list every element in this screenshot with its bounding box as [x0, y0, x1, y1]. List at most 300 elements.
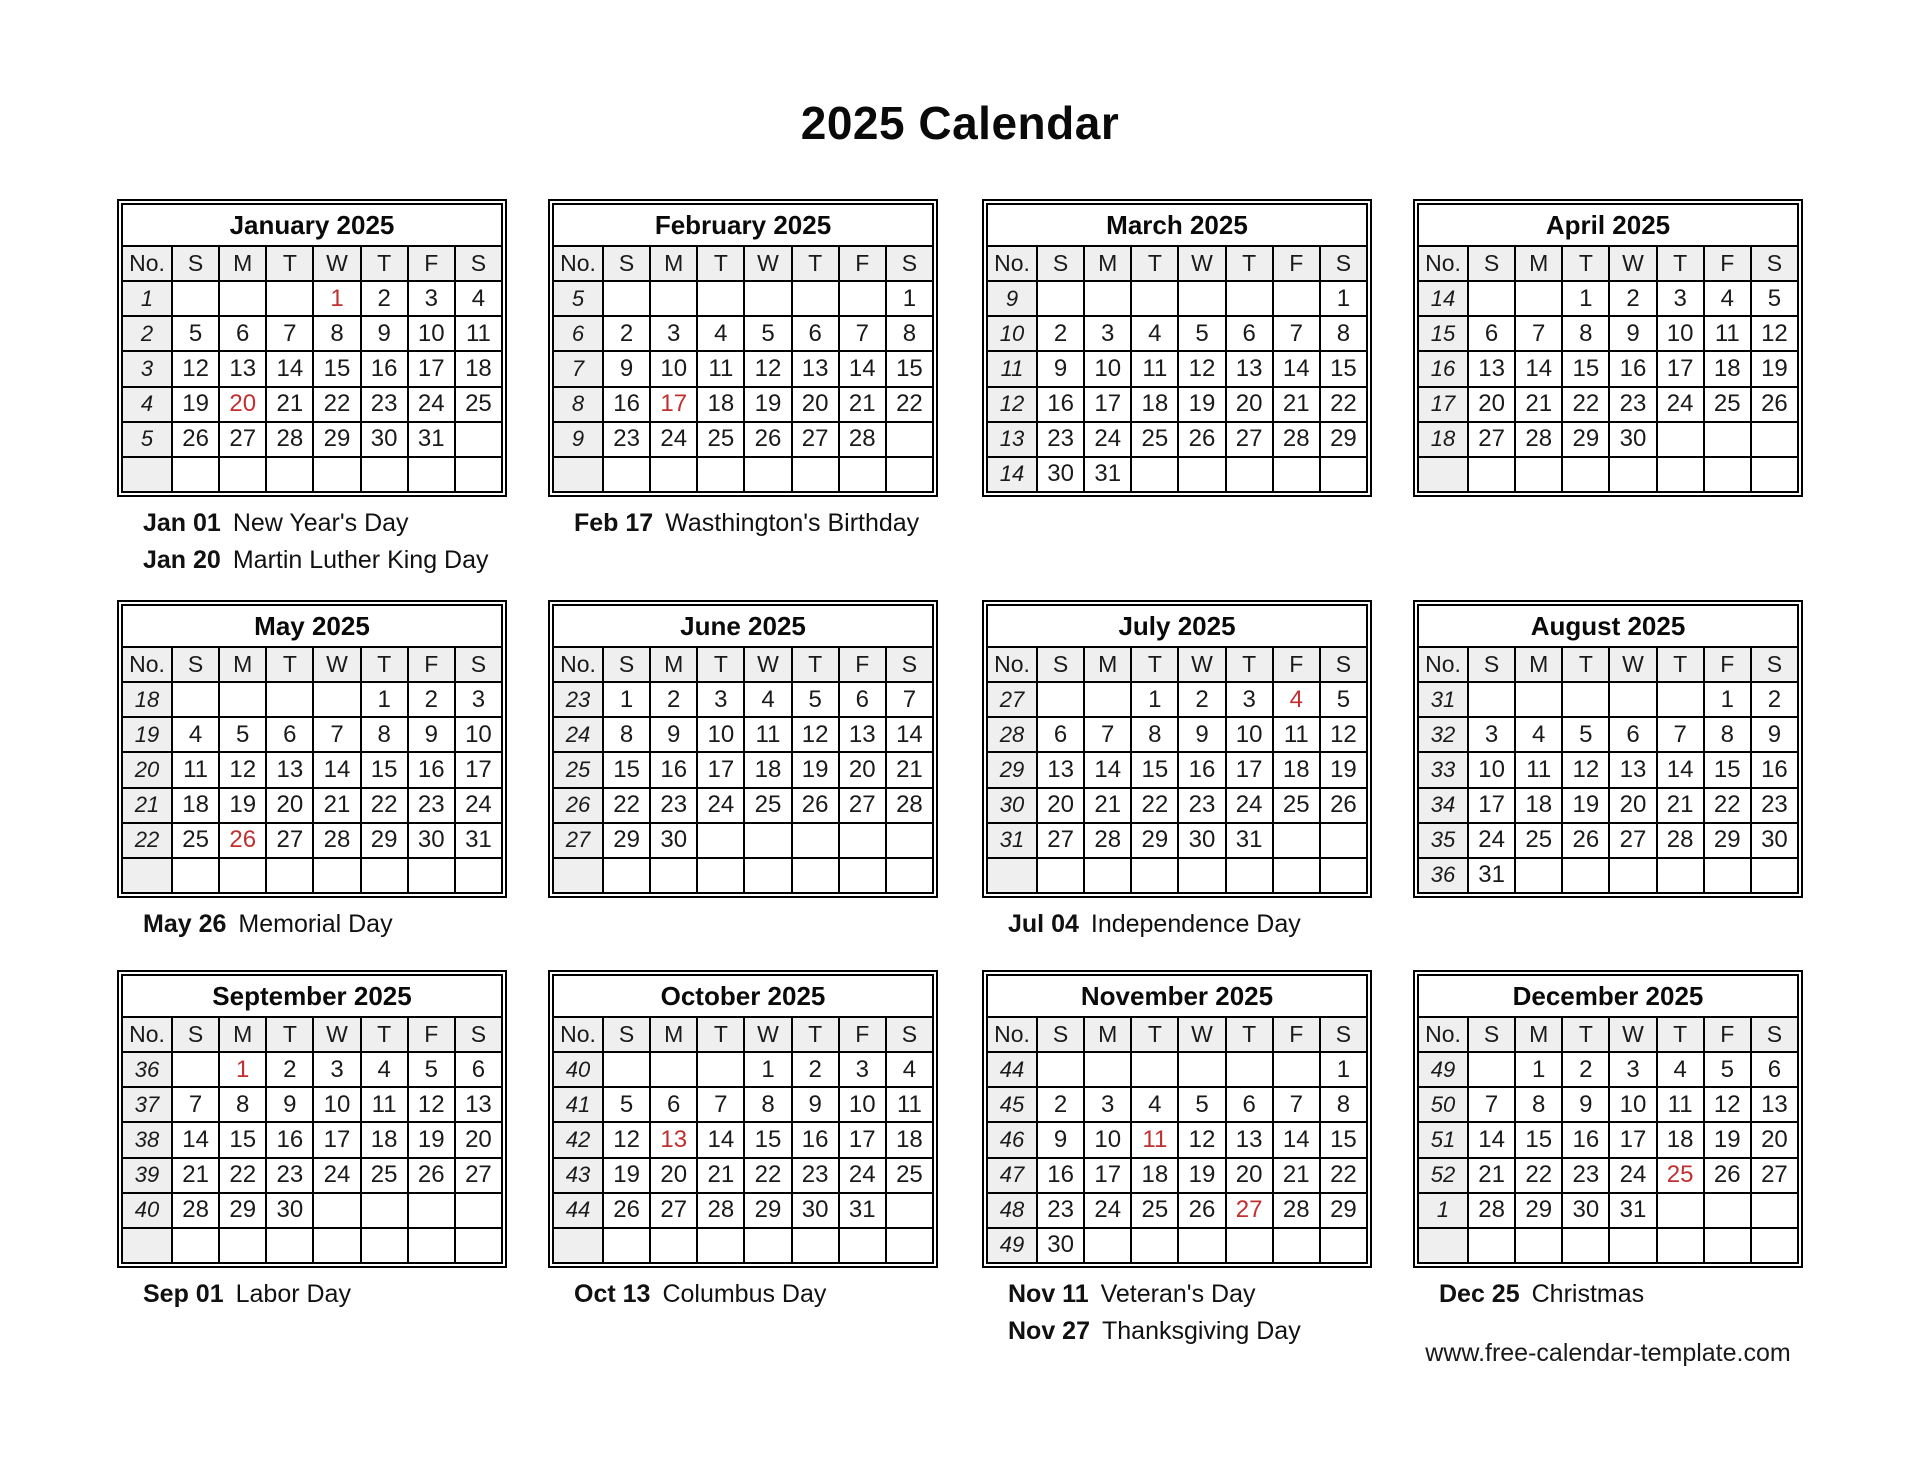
day-cell: 22: [1320, 1158, 1367, 1193]
holiday-name: Columbus Day: [662, 1280, 827, 1308]
day-cell: 1: [361, 682, 408, 717]
day-cell: 4: [697, 316, 744, 351]
day-cell: 21: [266, 387, 313, 422]
day-cell: 24: [1226, 788, 1273, 823]
day-cell: 14: [313, 752, 360, 787]
day-cell: [408, 1193, 455, 1228]
day-cell: [266, 1228, 313, 1263]
day-cell: 25: [1131, 1193, 1178, 1228]
day-cell: [886, 823, 933, 858]
day-cell: 28: [1468, 1193, 1515, 1228]
month-table-november-2025: [986, 974, 1368, 1264]
day-cell-holiday: 4: [1273, 682, 1320, 717]
week-number: 48: [987, 1193, 1037, 1228]
day-cell: 28: [886, 788, 933, 823]
day-cell: 1: [1515, 1052, 1562, 1087]
day-cell: 23: [603, 422, 650, 457]
day-cell: 23: [408, 788, 455, 823]
week-number: 10: [987, 316, 1037, 351]
day-cell: 6: [1609, 717, 1656, 752]
week-row: [122, 682, 502, 717]
day-cell: [1037, 1052, 1084, 1087]
day-cell: 8: [361, 717, 408, 752]
week-row: [122, 351, 502, 386]
day-cell: [1226, 858, 1273, 893]
day-cell: [697, 281, 744, 316]
day-cell: 7: [839, 316, 886, 351]
weekday-header: F: [1704, 647, 1751, 682]
holiday-date: Jan 01: [143, 509, 221, 537]
day-cell: [1562, 682, 1609, 717]
day-cell: 29: [313, 422, 360, 457]
day-cell: 22: [1320, 387, 1367, 422]
day-cell: 25: [1704, 387, 1751, 422]
day-cell: 12: [1178, 1122, 1225, 1157]
day-cell: 20: [266, 788, 313, 823]
week-number: 39: [122, 1158, 172, 1193]
day-cell: 3: [1084, 316, 1131, 351]
day-cell: 27: [839, 788, 886, 823]
day-cell: 28: [839, 422, 886, 457]
day-cell: 21: [1657, 788, 1704, 823]
weekday-header: S: [455, 1017, 502, 1052]
day-cell: [1657, 457, 1704, 492]
weekday-header: F: [408, 246, 455, 281]
week-number: 51: [1418, 1122, 1468, 1157]
weekday-header: S: [1468, 1017, 1515, 1052]
day-cell: 27: [266, 823, 313, 858]
day-cell: 4: [1657, 1052, 1704, 1087]
day-cell: [1131, 1052, 1178, 1087]
day-cell: [697, 858, 744, 893]
day-cell: [839, 457, 886, 492]
day-cell: 18: [697, 387, 744, 422]
day-cell: 4: [1131, 316, 1178, 351]
day-cell: 21: [886, 752, 933, 787]
day-cell: 17: [1084, 387, 1131, 422]
day-cell: [1704, 457, 1751, 492]
month-may-2025: [117, 600, 507, 898]
week-row: [122, 788, 502, 823]
day-cell: 17: [1657, 351, 1704, 386]
month-title: January 2025: [122, 204, 502, 246]
day-cell: 26: [1704, 1158, 1751, 1193]
month-march-2025: [982, 199, 1372, 497]
day-cell: 11: [1131, 351, 1178, 386]
holidays-november-2025: [1008, 1276, 1301, 1350]
week-number: 11: [987, 351, 1037, 386]
day-cell: 28: [1657, 823, 1704, 858]
day-cell: 3: [1657, 281, 1704, 316]
weekday-header: M: [1084, 647, 1131, 682]
day-cell: 19: [172, 387, 219, 422]
day-cell: [172, 1052, 219, 1087]
week-row: [553, 1228, 933, 1263]
week-row: [1418, 858, 1798, 893]
day-cell: [1084, 1228, 1131, 1263]
day-cell: [408, 457, 455, 492]
day-cell: [1657, 422, 1704, 457]
day-cell: 29: [1562, 422, 1609, 457]
day-cell: [1751, 457, 1798, 492]
weekday-header: W: [1178, 246, 1225, 281]
day-cell: [172, 457, 219, 492]
weekday-header: T: [1562, 246, 1609, 281]
week-row: [553, 823, 933, 858]
week-row: [553, 1087, 933, 1122]
day-cell: 13: [219, 351, 266, 386]
day-cell: 15: [1515, 1122, 1562, 1157]
day-cell: 5: [1178, 316, 1225, 351]
weekday-header: T: [1131, 647, 1178, 682]
week-number: 52: [1418, 1158, 1468, 1193]
day-cell: 25: [697, 422, 744, 457]
day-cell: [1273, 823, 1320, 858]
week-number: [122, 1228, 172, 1263]
weekday-header: S: [1037, 1017, 1084, 1052]
weekday-header: W: [1609, 647, 1656, 682]
day-cell-holiday: 26: [219, 823, 266, 858]
day-cell: [603, 1228, 650, 1263]
day-cell: 29: [1515, 1193, 1562, 1228]
day-cell: 31: [839, 1193, 886, 1228]
day-cell: 29: [1320, 1193, 1367, 1228]
day-cell: 24: [650, 422, 697, 457]
day-cell: [650, 281, 697, 316]
week-number: 1: [122, 281, 172, 316]
holidays-february-2025: [574, 505, 919, 542]
weekday-header: T: [1131, 1017, 1178, 1052]
weekday-header: M: [650, 647, 697, 682]
day-cell: 18: [1131, 387, 1178, 422]
day-cell: [650, 1228, 697, 1263]
holiday-line: [143, 542, 489, 579]
weekday-header: T: [1657, 1017, 1704, 1052]
day-cell: 4: [361, 1052, 408, 1087]
day-cell: 9: [792, 1087, 839, 1122]
holiday-date: Sep 01: [143, 1280, 224, 1308]
day-cell-holiday: 1: [313, 281, 360, 316]
day-cell: 11: [744, 717, 791, 752]
day-cell: 13: [266, 752, 313, 787]
week-row: [122, 717, 502, 752]
day-cell: [313, 1193, 360, 1228]
day-cell: [1515, 1228, 1562, 1263]
day-cell: 14: [266, 351, 313, 386]
week-number: 24: [553, 717, 603, 752]
day-cell: 16: [1562, 1122, 1609, 1157]
day-cell: 28: [1084, 823, 1131, 858]
day-cell: 16: [1609, 351, 1656, 386]
day-cell: [455, 858, 502, 893]
day-cell: 27: [455, 1158, 502, 1193]
day-cell: 17: [1468, 788, 1515, 823]
day-cell: [455, 1193, 502, 1228]
day-cell: [1704, 1193, 1751, 1228]
week-row: [1418, 823, 1798, 858]
holiday-name: Martin Luther King Day: [232, 546, 489, 574]
weekday-header: S: [455, 246, 502, 281]
week-number: 44: [987, 1052, 1037, 1087]
week-row: [553, 457, 933, 492]
month-july-2025: [982, 600, 1372, 898]
day-cell: 28: [1515, 422, 1562, 457]
weekday-header: T: [266, 246, 313, 281]
day-cell: 19: [603, 1158, 650, 1193]
day-cell-holiday: 11: [1131, 1122, 1178, 1157]
day-cell: 18: [1131, 1158, 1178, 1193]
day-cell: [792, 823, 839, 858]
day-cell: 11: [1657, 1087, 1704, 1122]
day-cell: 6: [1468, 316, 1515, 351]
weekday-header: T: [361, 1017, 408, 1052]
week-row: [987, 387, 1367, 422]
day-cell: [1704, 422, 1751, 457]
week-number: 3: [122, 351, 172, 386]
week-number-header: No.: [122, 246, 172, 281]
week-row: [1418, 316, 1798, 351]
day-cell: 30: [266, 1193, 313, 1228]
month-title: July 2025: [987, 605, 1367, 647]
week-number-header: No.: [553, 246, 603, 281]
holidays-july-2025: [1008, 906, 1301, 943]
day-cell: [219, 858, 266, 893]
week-number: 32: [1418, 717, 1468, 752]
day-cell: 8: [1320, 1087, 1367, 1122]
week-row: [987, 717, 1367, 752]
day-cell: [1320, 823, 1367, 858]
holidays-october-2025: [574, 1276, 826, 1313]
weekday-header: M: [650, 1017, 697, 1052]
month-november-2025: [982, 970, 1372, 1268]
day-cell: 20: [1468, 387, 1515, 422]
day-cell: 30: [1037, 1228, 1084, 1263]
week-number: [122, 457, 172, 492]
day-cell: [1468, 457, 1515, 492]
weekday-header: F: [839, 647, 886, 682]
day-cell: 19: [1562, 788, 1609, 823]
week-number: [987, 858, 1037, 893]
week-number: 12: [987, 387, 1037, 422]
day-cell: 4: [1704, 281, 1751, 316]
day-cell: [1226, 1228, 1273, 1263]
day-cell: [697, 1228, 744, 1263]
day-cell: 19: [1751, 351, 1798, 386]
day-cell: 23: [1037, 1193, 1084, 1228]
holiday-date: Oct 13: [574, 1280, 651, 1308]
week-number: 34: [1418, 788, 1468, 823]
weekday-header: W: [313, 246, 360, 281]
day-cell: 8: [219, 1087, 266, 1122]
day-cell: 30: [1751, 823, 1798, 858]
month-june-2025: [548, 600, 938, 898]
day-cell: [313, 858, 360, 893]
month-september-2025: [117, 970, 507, 1268]
day-cell: 29: [219, 1193, 266, 1228]
day-cell: 25: [1131, 422, 1178, 457]
week-number: 25: [553, 752, 603, 787]
day-cell: 10: [1657, 316, 1704, 351]
day-cell: [744, 823, 791, 858]
day-cell: 3: [313, 1052, 360, 1087]
day-cell: 28: [266, 422, 313, 457]
day-cell: [1751, 1228, 1798, 1263]
day-cell: 27: [1037, 823, 1084, 858]
day-cell: 31: [1468, 858, 1515, 893]
day-cell: 3: [650, 316, 697, 351]
day-cell: 2: [1609, 281, 1656, 316]
day-cell: 27: [1226, 422, 1273, 457]
day-cell: [1468, 1052, 1515, 1087]
day-cell: [1084, 1052, 1131, 1087]
weekday-header: S: [1751, 1017, 1798, 1052]
day-cell: [1178, 281, 1225, 316]
week-number: 33: [1418, 752, 1468, 787]
day-cell: 4: [172, 717, 219, 752]
day-cell: [1609, 858, 1656, 893]
day-cell: 25: [1515, 823, 1562, 858]
day-cell: 13: [1037, 752, 1084, 787]
day-cell: 31: [408, 422, 455, 457]
month-table-june-2025: [552, 604, 934, 894]
day-cell: [1131, 281, 1178, 316]
day-cell: 19: [1704, 1122, 1751, 1157]
day-cell: 18: [886, 1122, 933, 1157]
day-cell: 11: [455, 316, 502, 351]
week-row: [553, 387, 933, 422]
week-row: [122, 1228, 502, 1263]
holiday-line: [143, 505, 489, 542]
day-cell: 15: [219, 1122, 266, 1157]
month-table-march-2025: [986, 203, 1368, 493]
day-cell: 15: [603, 752, 650, 787]
week-row: [553, 682, 933, 717]
day-cell: 26: [1562, 823, 1609, 858]
day-cell: 12: [1178, 351, 1225, 386]
day-cell: 8: [1515, 1087, 1562, 1122]
day-cell: 10: [839, 1087, 886, 1122]
day-cell: 24: [455, 788, 502, 823]
month-title: September 2025: [122, 975, 502, 1017]
week-number-header: No.: [987, 246, 1037, 281]
day-cell: 26: [1178, 1193, 1225, 1228]
week-row: [1418, 682, 1798, 717]
day-cell: 12: [744, 351, 791, 386]
day-cell: 29: [1320, 422, 1367, 457]
day-cell: 7: [172, 1087, 219, 1122]
week-row: [122, 858, 502, 893]
day-cell: 24: [1609, 1158, 1656, 1193]
day-cell: 21: [1084, 788, 1131, 823]
weekday-header: M: [1084, 1017, 1131, 1052]
day-cell: 21: [839, 387, 886, 422]
day-cell: 7: [1273, 1087, 1320, 1122]
weekday-header: F: [839, 246, 886, 281]
week-number-header: No.: [1418, 647, 1468, 682]
holiday-line: [574, 505, 919, 542]
holidays-september-2025: [143, 1276, 351, 1313]
holidays-may-2025: [143, 906, 393, 943]
day-cell: 24: [313, 1158, 360, 1193]
weekday-header: F: [408, 647, 455, 682]
week-row: [1418, 717, 1798, 752]
weekday-header: S: [1751, 647, 1798, 682]
day-cell: [744, 1228, 791, 1263]
day-cell: [1657, 682, 1704, 717]
month-february-2025: [548, 199, 938, 497]
day-cell: 23: [361, 387, 408, 422]
weekday-header: M: [219, 246, 266, 281]
week-row: [1418, 788, 1798, 823]
day-cell: 5: [1751, 281, 1798, 316]
week-number: 16: [1418, 351, 1468, 386]
holiday-line: [1439, 1276, 1644, 1313]
day-cell: 14: [1468, 1122, 1515, 1157]
day-cell: 26: [603, 1193, 650, 1228]
holiday-date: May 26: [143, 910, 227, 938]
day-cell: 13: [839, 717, 886, 752]
day-cell: [697, 1052, 744, 1087]
week-number: 35: [1418, 823, 1468, 858]
month-title: March 2025: [987, 204, 1367, 246]
month-table-april-2025: [1417, 203, 1799, 493]
day-cell: 1: [1131, 682, 1178, 717]
day-cell: 30: [1562, 1193, 1609, 1228]
day-cell: 24: [1084, 1193, 1131, 1228]
day-cell: 5: [219, 717, 266, 752]
day-cell: [839, 1228, 886, 1263]
weekday-header: W: [744, 647, 791, 682]
day-cell: 8: [886, 316, 933, 351]
day-cell: [744, 281, 791, 316]
day-cell: [1515, 858, 1562, 893]
day-cell: 19: [792, 752, 839, 787]
day-cell: 1: [744, 1052, 791, 1087]
day-cell: 2: [603, 316, 650, 351]
weekday-header: W: [1609, 246, 1656, 281]
day-cell: 21: [1515, 387, 1562, 422]
day-cell: [1562, 457, 1609, 492]
day-cell: 13: [1609, 752, 1656, 787]
day-cell: 30: [1037, 457, 1084, 492]
day-cell: 14: [886, 717, 933, 752]
weekday-header: T: [697, 246, 744, 281]
week-number: 40: [122, 1193, 172, 1228]
day-cell: 19: [1320, 752, 1367, 787]
month-october-2025: [548, 970, 938, 1268]
day-cell: 19: [1178, 387, 1225, 422]
day-cell: 3: [1609, 1052, 1656, 1087]
day-cell: 25: [172, 823, 219, 858]
week-number: 23: [553, 682, 603, 717]
weekday-header: T: [1226, 647, 1273, 682]
week-number: 46: [987, 1122, 1037, 1157]
day-cell: 8: [744, 1087, 791, 1122]
day-cell: 15: [1704, 752, 1751, 787]
week-number: [553, 457, 603, 492]
week-row: [987, 351, 1367, 386]
day-cell: 20: [1226, 1158, 1273, 1193]
day-cell: 3: [1084, 1087, 1131, 1122]
holiday-line: [574, 1276, 826, 1313]
day-cell: 31: [1084, 457, 1131, 492]
day-cell: [361, 1228, 408, 1263]
weekday-header: W: [1609, 1017, 1656, 1052]
day-cell: 3: [455, 682, 502, 717]
month-august-2025: [1413, 600, 1803, 898]
holiday-name: Labor Day: [235, 1280, 351, 1308]
day-cell: 20: [455, 1122, 502, 1157]
